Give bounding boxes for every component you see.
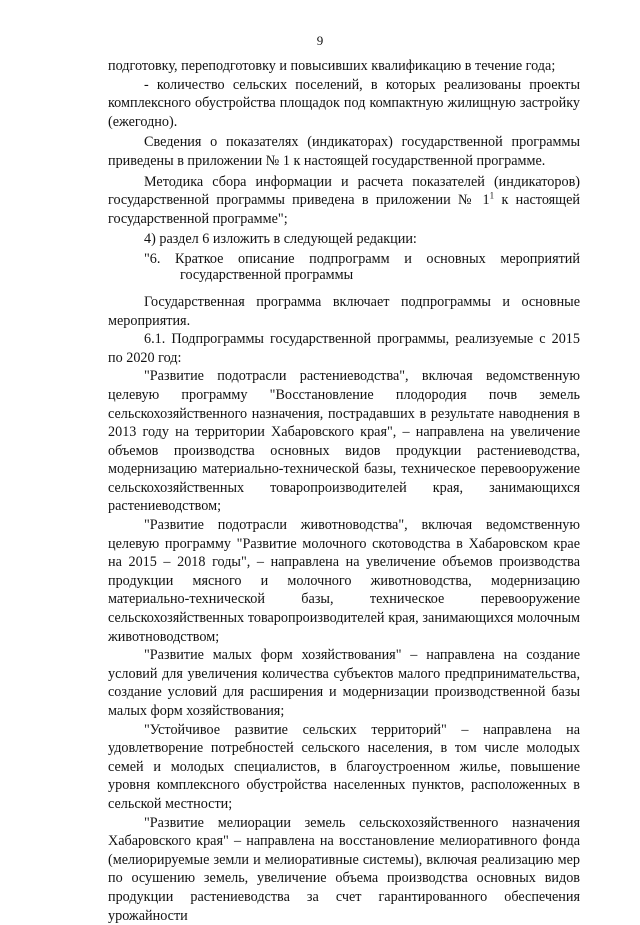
paragraph-crop-production: "Развитие подотрасли растениеводства", включая ведомственную целевую программу "Восстановление плодородия почв земель сельскохозяйственного назначения, пострадавших в результате наводнения в 2013 году на территории Хабаровского края", – направлена на увеличение объемов производства основных видов продукции растениеводства, модернизацию материально-технической базы, техническое перевооружение сельскохозяйственных товаропроизводителей края, занимающихся растениеводством;	[108, 368, 580, 515]
appendix-superscript: 1	[489, 190, 495, 201]
paragraph-melioration: "Развитие мелиорации земель сельскохозяйственного назначения Хабаровского края" – направлена на восстановление мелиоративного фонда (мелиорируемые земли и мелиоративные системы), включая реализацию мер по осушению земель, увеличение объема производства основных видов продукции растениеводства за счет гарантированного обеспечения урожайности	[108, 814, 580, 924]
section-heading: "6. Краткое описание подпрограмм и основных мероприятий государственной программы	[144, 250, 580, 283]
paragraph-indicator-item: - количество сельских поселений, в которых реализованы проекты комплексного обустройства площадок под компактную жилищную застройку (ежегодно).	[108, 76, 580, 130]
paragraph-program-includes: Государственная программа включает подпрограммы и основные мероприятия.	[108, 293, 580, 329]
paragraph-small-farms: "Развитие малых форм хозяйствования" – направлена на создание условий для увеличения количества субъектов малого предпринимательства, создание условий для расширения и модернизации производственной базы малых форм хозяйствования;	[108, 647, 580, 719]
paragraph-methodology	[108, 173, 580, 229]
paragraph-subprograms: 6.1. Подпрограммы государственной программы, реализуемые с 2015 по 2020 год:	[108, 331, 580, 366]
paragraph-rural-development: "Устойчивое развитие сельских территорий" – направлена на удовлетворение потребностей сельского населения, в том числе молодых семей и молодых специалистов, в благоустроенном жилье, повышение уровня комплексного обустройства населенных пунктов, расположенных в сельской местности;	[108, 721, 580, 812]
paragraph-indicators-info: Сведения о показателях (индикаторах) государственной программы приведены в приложении № 1 к настоящей государственной программе.	[108, 134, 580, 169]
paragraph-continuation: подготовку, переподготовку и повысивших квалификацию в течение года;	[108, 58, 556, 74]
methodology-text-end: к настоящей государственной программе";	[108, 192, 580, 227]
page-number: 9	[316, 33, 324, 48]
document-body	[108, 57, 580, 925]
paragraph-amendment: 4) раздел 6 изложить в следующей редакции:	[144, 231, 417, 248]
methodology-text: Методика сбора информации и расчета показателей (индикаторов) государственной программы приведена в приложении № 1	[108, 173, 580, 209]
paragraph-livestock: "Развитие подотрасли животноводства", включая ведомственную целевую программу "Развитие молочного скотоводства в Хабаровском крае на 2015 – 2018 годы", – направлена на увеличение объемов производства продукции мясного и молочного животноводства, модернизацию материально-технической базы, техническое перевооружение сельскохозяйственных товаропроизводителей края, занимающихся молочным животноводством;	[108, 517, 580, 645]
